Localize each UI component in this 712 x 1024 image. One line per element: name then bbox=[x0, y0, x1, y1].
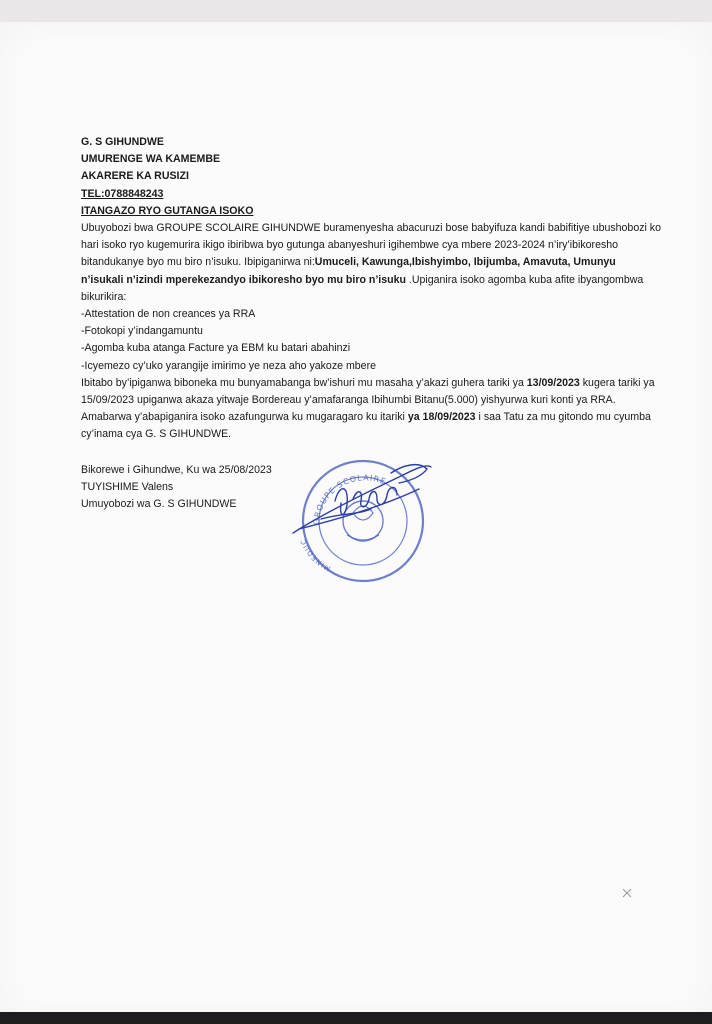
svg-text:GROUPE SCOLAIRE bbox=[312, 473, 388, 525]
paragraph-intro bbox=[81, 220, 661, 306]
tender-items: Umuceli, Kawunga,Ibishyimbo, Ibijumba, Amavuta, Umunyu n’isukali n’izindi mperekezandyo ibikoresho byo mu biro n’isuku bbox=[81, 256, 616, 286]
sector-name: UMURENGE WA KAMEMBE bbox=[81, 153, 221, 166]
requirements-list bbox=[81, 306, 661, 375]
dates-text-a: Ibitabo by’ipiganwa biboneka mu bunyamabanga bw’ishuri mu masaha y’akazi guhera tariki ya bbox=[81, 376, 527, 389]
dates-text-b: kugera tariki ya 15/09/2023 upiganwa akaza yitwaje Bordereau y’amafaranga Ibihumbi Bitanu(5.000) yishyurwa kuri konti ya RRA. Amabarwa y’abapiganira isoko azafungurwa ku mugaragaro ku itariki bbox=[81, 376, 655, 424]
stamp-top-text: GROUPE SCOLAIRE bbox=[311, 473, 388, 526]
opening-date: ya 18/09/2023 bbox=[407, 411, 476, 424]
requirement-item: -Fotokopi y’indangamuntu bbox=[81, 325, 203, 338]
intro-requirements-text: .Upiganira isoko agomba kuba afite ibyangombwa bikurikira: bbox=[81, 273, 644, 303]
announcement-title: ITANGAZO RYO GUTANGA ISOKO bbox=[81, 204, 254, 217]
start-date: 13/09/2023 bbox=[526, 376, 580, 389]
svg-text:MINEDUC bbox=[299, 537, 332, 572]
signatory-name: TUYISHIME Valens bbox=[81, 480, 174, 493]
paragraph-dates bbox=[81, 375, 661, 444]
place-and-date: Bikorewe i Gihundwe, Ku wa 25/08/2023 bbox=[81, 463, 272, 476]
stamp-side-text: MINEDUC bbox=[299, 537, 332, 573]
official-stamp bbox=[291, 455, 436, 585]
announcement-body bbox=[81, 220, 661, 444]
school-name: G. S GIHUNDWE bbox=[81, 136, 164, 148]
fold-mark bbox=[622, 888, 632, 898]
district-name: AKARERE KA RUSIZI bbox=[81, 170, 189, 183]
dates-text-c: i saa Tatu za mu gitondo mu cyumba cy’inama cya G. S GIHUNDWE. bbox=[81, 411, 651, 441]
requirement-item: -Agomba kuba atanga Facture ya EBM ku batari abahinzi bbox=[81, 342, 351, 355]
scan-bottom-edge bbox=[0, 1012, 712, 1024]
telephone: TEL:0788848243 bbox=[81, 187, 164, 200]
requirement-item: -Attestation de non creances ya RRA bbox=[81, 308, 256, 321]
signatory-role: Umuyobozi wa G. S GIHUNDWE bbox=[81, 498, 237, 511]
scan-top-margin bbox=[0, 0, 712, 22]
intro-text: Ubuyobozi bwa GROUPE SCOLAIRE GIHUNDWE buramenyesha abacuruzi bose babyifuza kandi babifitiye ubushobozi ko hari isoko ryo kugemurira ikigo ibiribwa byo gutunga abanyeshuri igihembwe cya mbere 2023-2024 n’iry’ibikoresho bitandukanye byo mu biro n’isuku. Ibipiganirwa ni: bbox=[81, 222, 661, 269]
requirement-item: -Icyemezo cy’uko yarangije imirimo ye neza aho yakoze mbere bbox=[81, 359, 376, 372]
